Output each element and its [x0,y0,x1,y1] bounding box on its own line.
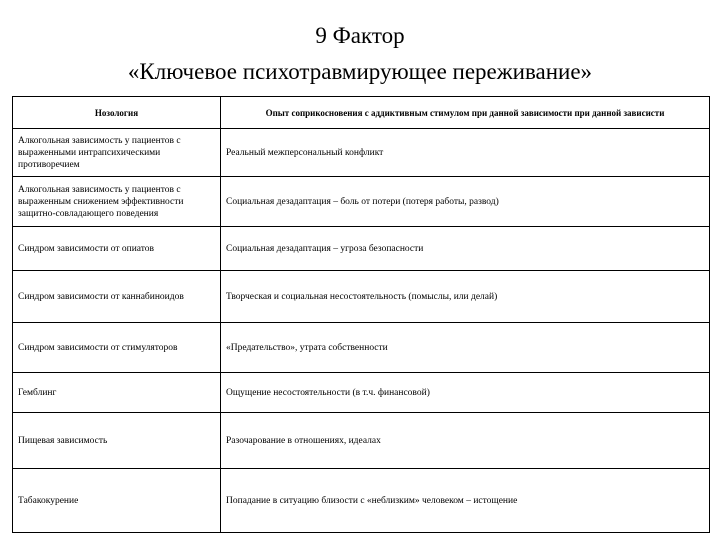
nosology-cell: Синдром зависимости от опиатов [13,227,221,271]
table-row [13,271,710,323]
title-line-2: «Ключевое психотравмирующее переживание» [127,59,593,84]
experience-cell: Попадание в ситуацию близости с «неблизким» человеком – истощение [221,469,710,533]
nosology-cell: Алкогольная зависимость у пациентов с выраженным снижением эффективности защитно-совладающего поведения [13,177,221,227]
slide-title [0,18,720,90]
nosology-cell: Синдром зависимости от каннабиноидов [13,271,221,323]
table-header-row [13,97,710,129]
experience-cell: Разочарование в отношениях, идеалах [221,413,710,469]
experience-cell: «Предательство», утрата собственности [221,323,710,373]
table-row [13,129,710,177]
header-experience: Опыт соприкосновения с аддиктивным стимулом при данной зависимости при данной зависисти [221,97,710,129]
title-line-1: 9 Фактор [315,23,405,48]
header-nosology: Нозология [13,97,221,129]
table-row [13,413,710,469]
nosology-cell: Синдром зависимости от стимуляторов [13,323,221,373]
experience-cell: Ощущение несостоятельности (в т.ч. финансовой) [221,373,710,413]
experience-cell: Социальная дезадаптация – боль от потери (потеря работы, развод) [221,177,710,227]
nosology-cell: Гемблинг [13,373,221,413]
experience-cell: Социальная дезадаптация – угроза безопасности [221,227,710,271]
experience-cell: Реальный межперсональный конфликт [221,129,710,177]
experience-cell: Творческая и социальная несостоятельность (помыслы, или делай) [221,271,710,323]
table-row [13,323,710,373]
table-row [13,177,710,227]
table-row [13,469,710,533]
table-row [13,227,710,271]
nosology-cell: Алкогольная зависимость у пациентов с выраженными интрапсихическими противоречием [13,129,221,177]
table-row [13,373,710,413]
nosology-cell: Табакокурение [13,469,221,533]
factor-table [12,96,710,533]
nosology-cell: Пищевая зависимость [13,413,221,469]
